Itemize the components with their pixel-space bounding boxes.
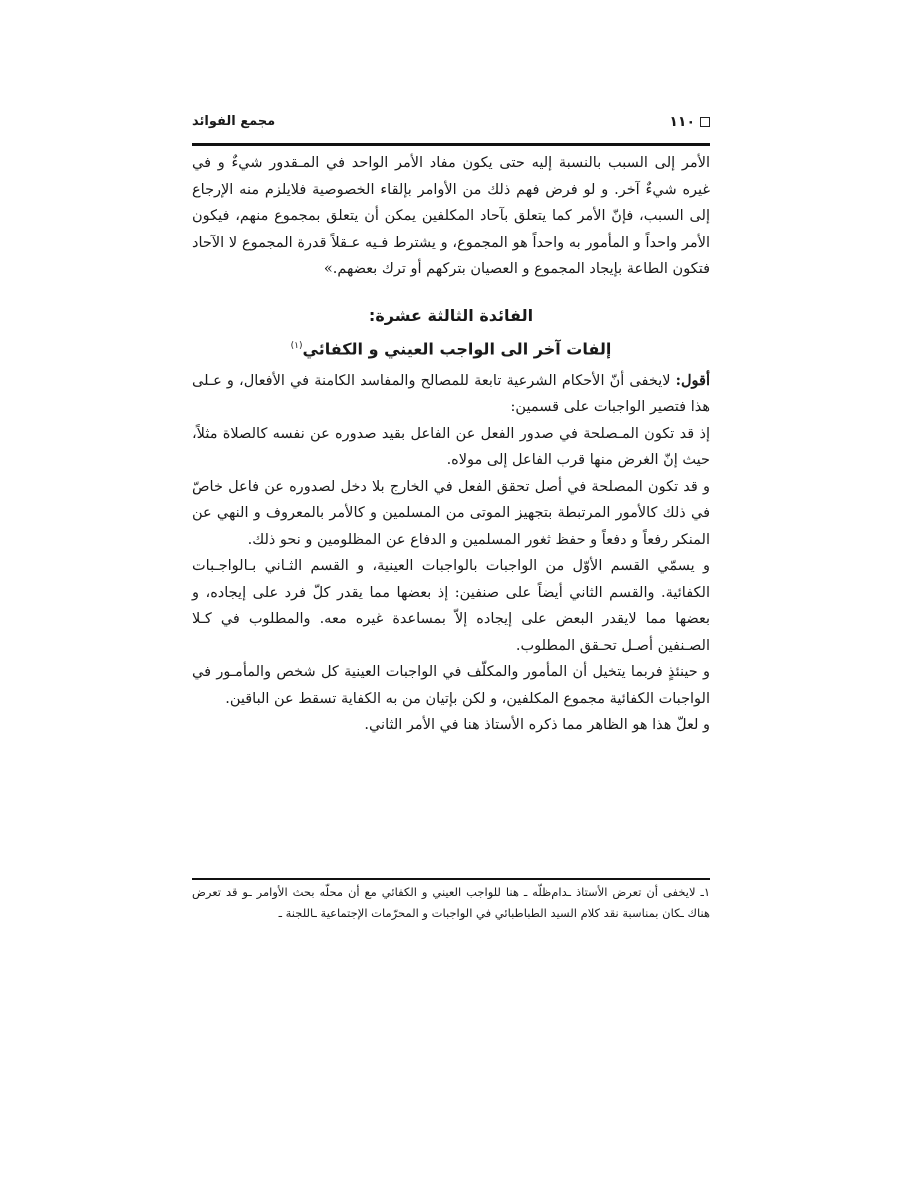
paragraph-6: و لعلّ هذا هو الظاهر مما ذكره الأستاذ هنا في الأمر الثاني. <box>364 717 710 734</box>
main-text <box>192 150 710 739</box>
page-header <box>192 114 710 138</box>
footnote-reference: (١) <box>290 340 303 351</box>
square-icon <box>700 117 710 127</box>
footnote: ١ـ لايخفى أن تعرض الأستاذ ـدام‌ظلّه ـ هنا للواجب العيني و الكفائي مع أن محلّه بحث الأوامر ـو قد تعرض هناك ـكان بمناسبة نقد كلام السيد الطباطبائي في الواجبات و المحرّمات الإجتماعية ـاللجنة ـ <box>192 885 710 920</box>
paragraph-1 <box>192 368 710 421</box>
paragraph-4: و يسمّي القسم الأوّل من الواجبات بالواجبات العينية، و القسم الثـاني بـالواجـبات الكفائية. والقسم الثاني أيضاً على صنفين: إذ بعضها مما يقدر كلّ فرد على إيجاده، و بعضها مما لايقدر البعض على إيجاده إلاّ بمساعدة غيره معه. والمطلوب في كـلا الصـنفين أصـل تحـقق المطلوب. <box>192 558 710 654</box>
section-title: الفائدة الثالثة عشرة: <box>368 305 534 325</box>
section-subtitle <box>192 331 710 364</box>
page-number: ١١٠ <box>669 114 695 130</box>
paragraph-3: و قد تكون المصلحة في أصل تحقق الفعل في الخارج بلا دخل لصدوره عن فاعل خاصّ في ذلك كالأمور المرتبطة بتجهيز الموتى من المسلمين و كالأمر بالمعروف و النهي عن المنكر رفعاً و دفعاً و حفظ ثغور المسلمين و الدفاع عن المظلومين و نحو ذلك. <box>192 478 710 548</box>
footnote-divider <box>192 878 710 880</box>
header-divider <box>192 143 710 146</box>
paragraph-1-text: لايخفى أنّ الأحكام الشرعية تابعة للمصالح والمفاسد الكامنة في الأفعال، و عـلى هذا فتصير الواجبات على قسمين: <box>192 372 710 416</box>
paragraph-lead-word: أقول: <box>675 371 710 389</box>
paragraph-5: و حينئذٍ فربما يتخيل أن المأمور والمكلّف في الواجبات العينية كل شخص والمأمـور في الواجبات الكفائية مجموع المكلفين، و لكن بإتيان من به الكفاية تسقط عن الباقين. <box>192 664 710 707</box>
section-subtitle-text: إلفات آخر الى الواجب العيني و الكفائي <box>302 338 612 358</box>
running-title: مجمع الفوائد <box>192 114 276 129</box>
quote-continuation: الأمر إلى السبب بالنسبة إليه حتى يكون مفاد الأمر الواحد في المـقدور شيءٌ و في غيره شيءٌ آخر. و لو فرض فهم ذلك من الأوامر بإلقاء الخصوصية فلايلزم منه الإرجاع إلى السبب، فإنّ الأمر كما يتعلق بآحاد المكلفين يمكن أن يتعلق بمجموع منهم، فيكون الأمر واحداً و المأمور به واحداً هو المجموع، و يشترط فـيه عـقلاً قدرة المجموع لا الآحاد فتكون الطاعة بإيجاد المجموع و العصيان بتركهم أو ترك بعضهم.» <box>192 155 710 277</box>
page-number-group <box>669 114 710 130</box>
paragraph-2: إذ قد تكون المـصلحة في صدور الفعل عن الفاعل بقيد صدوره عن نفسه كالصلاة مثلاً، حيث إنّ الغرض منها قرب الفاعل إلى مولاه. <box>192 425 710 469</box>
